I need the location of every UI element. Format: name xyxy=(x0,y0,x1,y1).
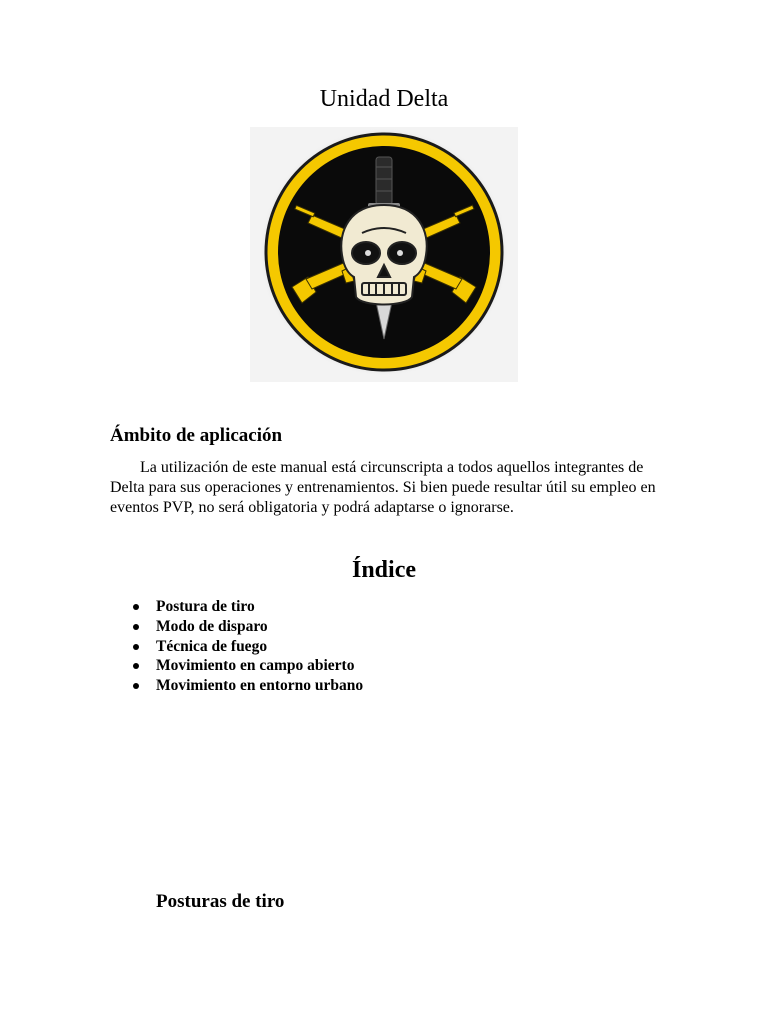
skull-emblem-icon xyxy=(250,127,518,382)
scope-paragraph: La utilización de este manual está circunscripta a todos aquellos integrantes de Delta para sus operaciones y entrenamientos. Si bien puede resultar útil su empleo en eventos PVP, no será obligatoria y podrá adaptarse o ignorarse. xyxy=(110,459,656,516)
section-heading: Posturas de tiro xyxy=(156,891,285,912)
list-item: Movimiento en entorno urbano xyxy=(156,677,364,695)
document-title: Unidad Delta xyxy=(319,86,449,112)
list-item: Movimiento en campo abierto xyxy=(156,656,363,676)
unit-emblem xyxy=(250,127,518,382)
scope-heading: Ámbito de aplicación xyxy=(110,425,283,446)
index-heading: Índice xyxy=(351,557,416,583)
list-item: Técnica de fuego xyxy=(156,637,363,657)
list-item: Modo de disparo xyxy=(156,617,363,637)
index-list xyxy=(156,597,363,696)
list-item: Postura de tiro xyxy=(156,597,363,617)
